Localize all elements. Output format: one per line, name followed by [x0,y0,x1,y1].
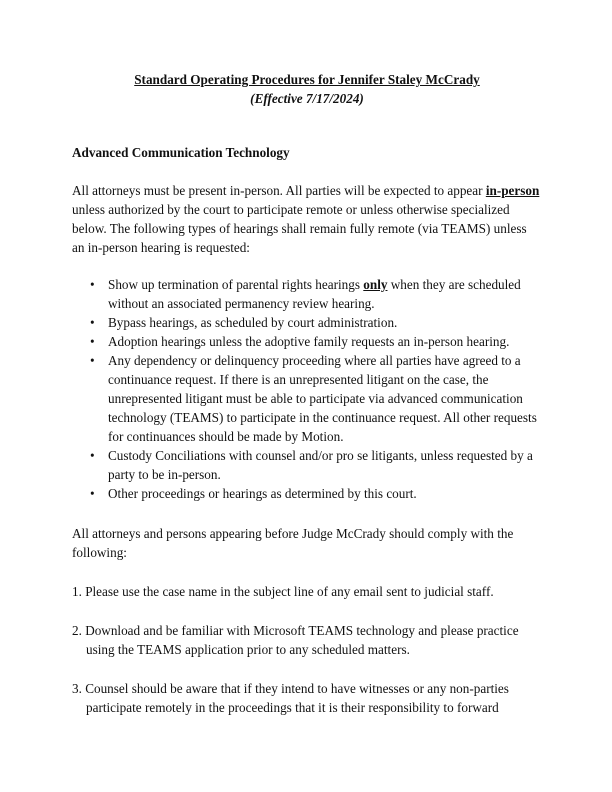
bullet-emphasis: only [363,277,388,292]
intro-emphasis: in-person [485,183,540,198]
list-item [72,313,542,332]
bullet-icon: • [90,334,95,349]
bullet-text: Adoption hearings unless the adoptive family requests an in-person hearing. [108,334,510,349]
document-title: Standard Operating Procedures for Jennifer Staley McCrady [134,72,480,87]
numbered-item-3: 3. Counsel should be aware that if they intend to have witnesses or any non-parties participate remotely in the proceedings that it is their responsibility to forward [72,681,509,715]
numbered-item-1: 1. Please use the case name in the subject line of any email sent to judicial staff. [72,584,494,599]
bullet-icon: • [90,486,95,501]
bullet-icon: • [90,448,95,463]
title-block [72,70,542,108]
bullet-text-after: when they are scheduled without an associated permanency review hearing. [108,277,521,311]
bullet-icon: • [90,315,95,330]
bullet-text-before: Show up termination of parental rights hearings [108,277,364,292]
remote-hearing-list [72,275,542,503]
list-item [72,332,542,351]
effective-date: (Effective 7/17/2024) [250,91,364,106]
list-item [72,351,542,446]
bullet-icon: • [90,353,95,368]
numbered-item-2: 2. Download and be familiar with Microsoft TEAMS technology and please practice using the TEAMS application prior to any scheduled matters. [72,623,519,657]
compliance-intro: All attorneys and persons appearing before Judge McCrady should comply with the following: [72,526,514,560]
intro-paragraph [72,181,542,257]
list-item [72,275,542,313]
bullet-text: Any dependency or delinquency proceeding where all parties have agreed to a continuance request. If there is an unrepresented litigant on the case, the unrepresented litigant must be able to participate via advanced communication technology (TEAMS) to participate in the continuance request. All other requests for continuances should be made by Motion. [108,353,537,444]
intro-text-2: unless authorized by the court to participate remote or unless otherwise specialized below. The following types of hearings shall remain fully remote (via TEAMS) unless an in-person hearing is requested: [72,202,527,255]
list-item [72,484,542,503]
bullet-text: Custody Conciliations with counsel and/or pro se litigants, unless requested by a party to be in-person. [108,448,533,482]
intro-text-1: All attorneys must be present in-person. All parties will be expected to appear [72,183,486,198]
list-item [72,446,542,484]
bullet-icon: • [90,277,95,292]
bullet-text: Bypass hearings, as scheduled by court administration. [108,315,398,330]
bullet-text: Other proceedings or hearings as determined by this court. [108,486,417,501]
section-heading: Advanced Communication Technology [72,145,290,160]
